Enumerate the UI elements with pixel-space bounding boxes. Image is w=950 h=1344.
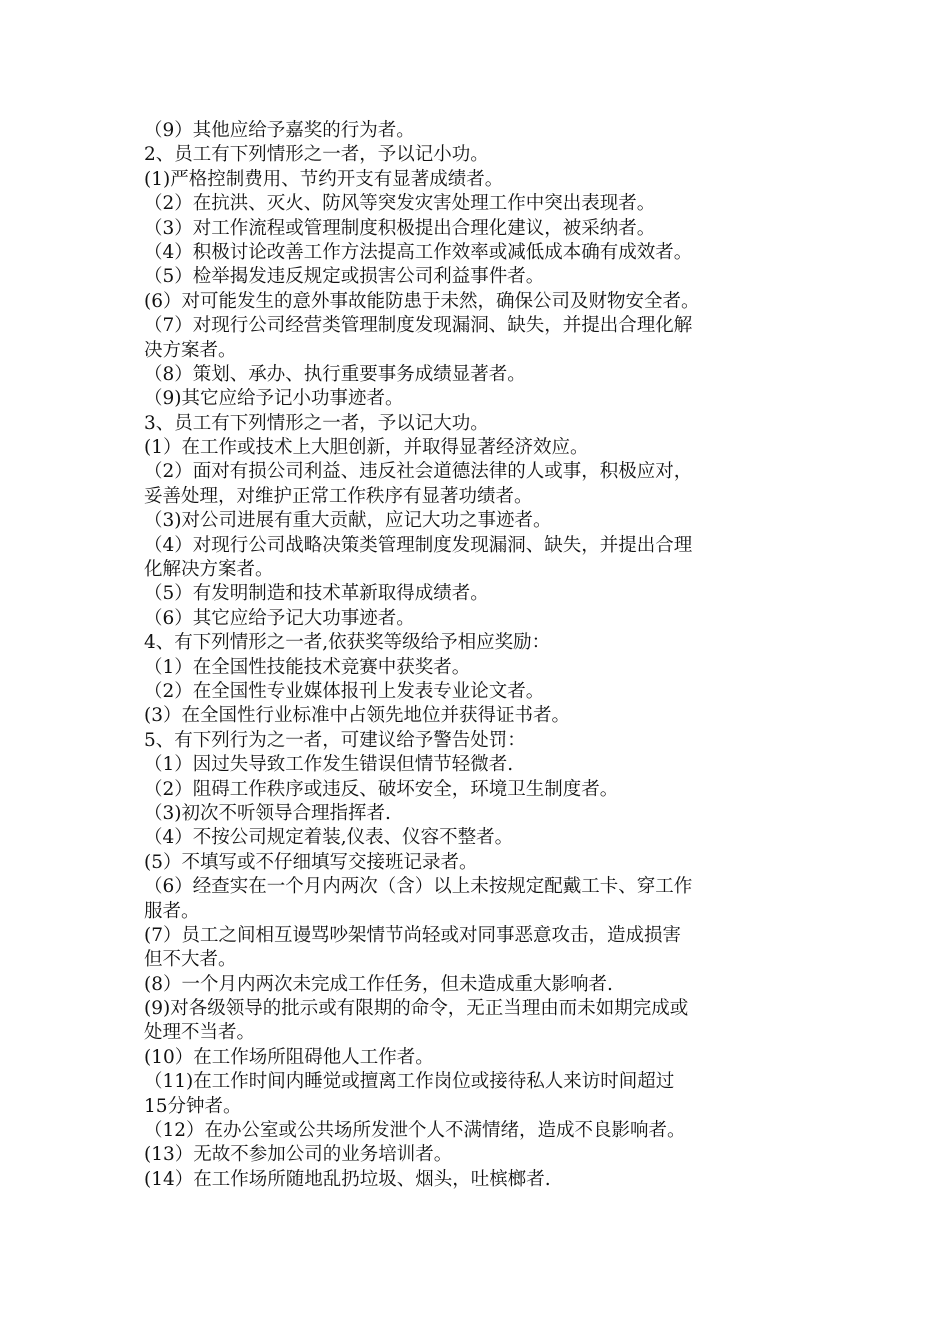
- text-line: (9)对各级领导的批示或有限期的命令，无正当理由而未如期完成或: [144, 998, 689, 1020]
- text-line: （4）积极讨论改善工作方法提高工作效率或减低成本确有成效者。: [144, 241, 693, 263]
- section-heading: 5、有下列行为之一者，可建议给予警告处罚：: [144, 729, 526, 751]
- text-line: (8）一个月内两次未完成工作任务，但未造成重大影响者.: [144, 973, 613, 995]
- text-line: （5）检举揭发违反规定或损害公司利益事件者。: [144, 266, 545, 288]
- text-line: （1）因过失导致工作发生错误但情节轻微者.: [144, 754, 514, 776]
- text-line: （4）不按公司规定着装,仪表、仪容不整者。: [144, 827, 514, 849]
- text-line: （3)对公司进展有重大贡献，应记大功之事迹者。: [144, 510, 552, 532]
- text-line: （11)在工作时间内睡觉或擅离工作岗位或接待私人来访时间超过: [144, 1071, 675, 1093]
- text-line: （5）有发明制造和技术革新取得成绩者。: [144, 583, 489, 605]
- text-line: (13）无故不参加公司的业务培训者。: [144, 1144, 453, 1166]
- text-line: (1)严格控制费用、节约开支有显著成绩者。: [144, 168, 504, 190]
- section-heading: 3、员工有下列情形之一者，予以记大功。: [144, 412, 489, 434]
- text-line: 15分钟者。: [144, 1095, 242, 1117]
- text-line: （2）在全国性专业媒体报刊上发表专业论文者。: [144, 680, 545, 702]
- text-line: （9)其它应给予记小功事迹者。: [144, 388, 404, 410]
- text-line: 但不大者。: [144, 949, 237, 971]
- text-line: (5）不填写或不仔细填写交接班记录者。: [144, 851, 478, 873]
- text-line: (1）在工作或技术上大胆创新，并取得显著经济效应。: [144, 437, 589, 459]
- text-line: （9）其他应给予嘉奖的行为者。: [144, 120, 415, 141]
- document-body: [144, 119, 814, 1192]
- text-line: 服者。: [144, 900, 200, 922]
- text-line: (7）员工之间相互谩骂吵架情节尚轻或对同事恶意攻击，造成损害: [144, 924, 681, 946]
- text-line: 化解决方案者。: [144, 559, 274, 581]
- text-line: （2）阻碍工作秩序或违反、破坏安全，环境卫生制度者。: [144, 778, 619, 800]
- text-line: （6）其它应给予记大功事迹者。: [144, 607, 415, 629]
- text-line: (14）在工作场所随地乱扔垃圾、烟头，吐槟榔者.: [144, 1168, 551, 1190]
- section-heading: 2、员工有下列情形之一者，予以记小功。: [144, 144, 489, 166]
- text-line: （12）在办公室或公共场所发泄个人不满情绪，造成不良影响者。: [144, 1120, 686, 1142]
- text-line: 处理不当者。: [144, 1022, 256, 1044]
- text-line: (6）对可能发生的意外事故能防患于未然，确保公司及财物安全者。: [144, 290, 700, 312]
- text-line: （8）策划、承办、执行重要事务成绩显著者。: [144, 363, 526, 385]
- text-line: （1）在全国性技能技术竞赛中获奖者。: [144, 656, 471, 678]
- text-line: 妥善处理，对维护正常工作秩序有显著功绩者。: [144, 485, 533, 507]
- text-line: (3）在全国性行业标准中占领先地位并获得证书者。: [144, 705, 570, 727]
- text-line: （4）对现行公司战略决策类管理制度发现漏洞、缺失，并提出合理: [144, 534, 693, 556]
- text-line: （6）经查实在一个月内两次（含）以上未按规定配戴工卡、穿工作: [144, 876, 693, 898]
- text-line: （2）面对有损公司利益、违反社会道德法律的人或事，积极应对，: [144, 461, 693, 483]
- text-line: （7）对现行公司经营类管理制度发现漏洞、缺失，并提出合理化解: [144, 315, 693, 337]
- text-line: 决方案者。: [144, 339, 237, 361]
- text-line: （2）在抗洪、灭火、防风等突发灾害处理工作中突出表现者。: [144, 193, 656, 215]
- text-line: (10）在工作场所阻碍他人工作者。: [144, 1046, 434, 1068]
- text-line: （3）对工作流程或管理制度积极提出合理化建议，被采纳者。: [144, 217, 656, 239]
- section-heading: 4、有下列情形之一者,依获奖等级给予相应奖励：: [144, 632, 551, 654]
- text-line: （3)初次不听领导合理指挥者.: [144, 802, 391, 824]
